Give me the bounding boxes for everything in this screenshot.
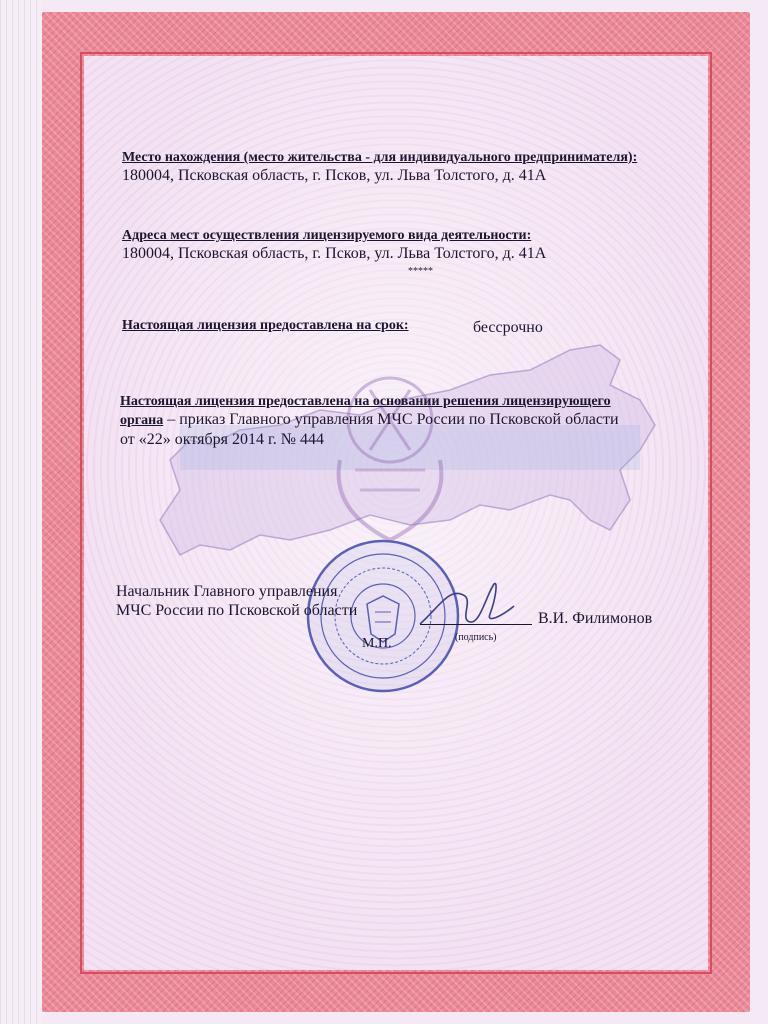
- left-margin-pattern: [0, 0, 42, 1024]
- basis-label: Настоящая лицензия предоставлена на основании решения лицензирующего: [120, 394, 611, 409]
- basis-label-word: органа: [120, 413, 164, 428]
- signatory-name: В.И. Филимонов: [538, 610, 653, 627]
- emblem-watermark: [300, 350, 480, 550]
- signature-caption: (подпись): [455, 632, 497, 643]
- activity-address-label: Адреса мест осуществления лицензируемого вида деятельности:: [122, 228, 532, 243]
- location-value: 180004, Псковская область, г. Псков, ул. Льва Толстого, д. 41А: [122, 167, 547, 184]
- signatory-title-line2: МЧС России по Псковской области: [116, 602, 358, 619]
- basis-line1: [120, 410, 619, 430]
- location-label: Место нахождения (место жительства - для индивидуального предпринимателя):: [122, 150, 638, 165]
- signature-line: [420, 624, 532, 625]
- signature: [410, 576, 530, 636]
- signatory-title-line1: Начальник Главного управления: [116, 583, 338, 600]
- basis-order-text: – приказ Главного управления МЧС России по Псковской области: [163, 411, 619, 428]
- stamp-mark: М.П.: [362, 636, 392, 651]
- term-label: Настоящая лицензия предоставлена на срок:: [122, 318, 409, 333]
- activity-address-value: 180004, Псковская область, г. Псков, ул. Льва Толстого, д. 41А: [122, 245, 547, 262]
- term-value: бессрочно: [473, 319, 543, 336]
- separator-asterisks: *****: [408, 266, 433, 277]
- basis-line2: от «22» октября 2014 г. № 444: [120, 431, 325, 448]
